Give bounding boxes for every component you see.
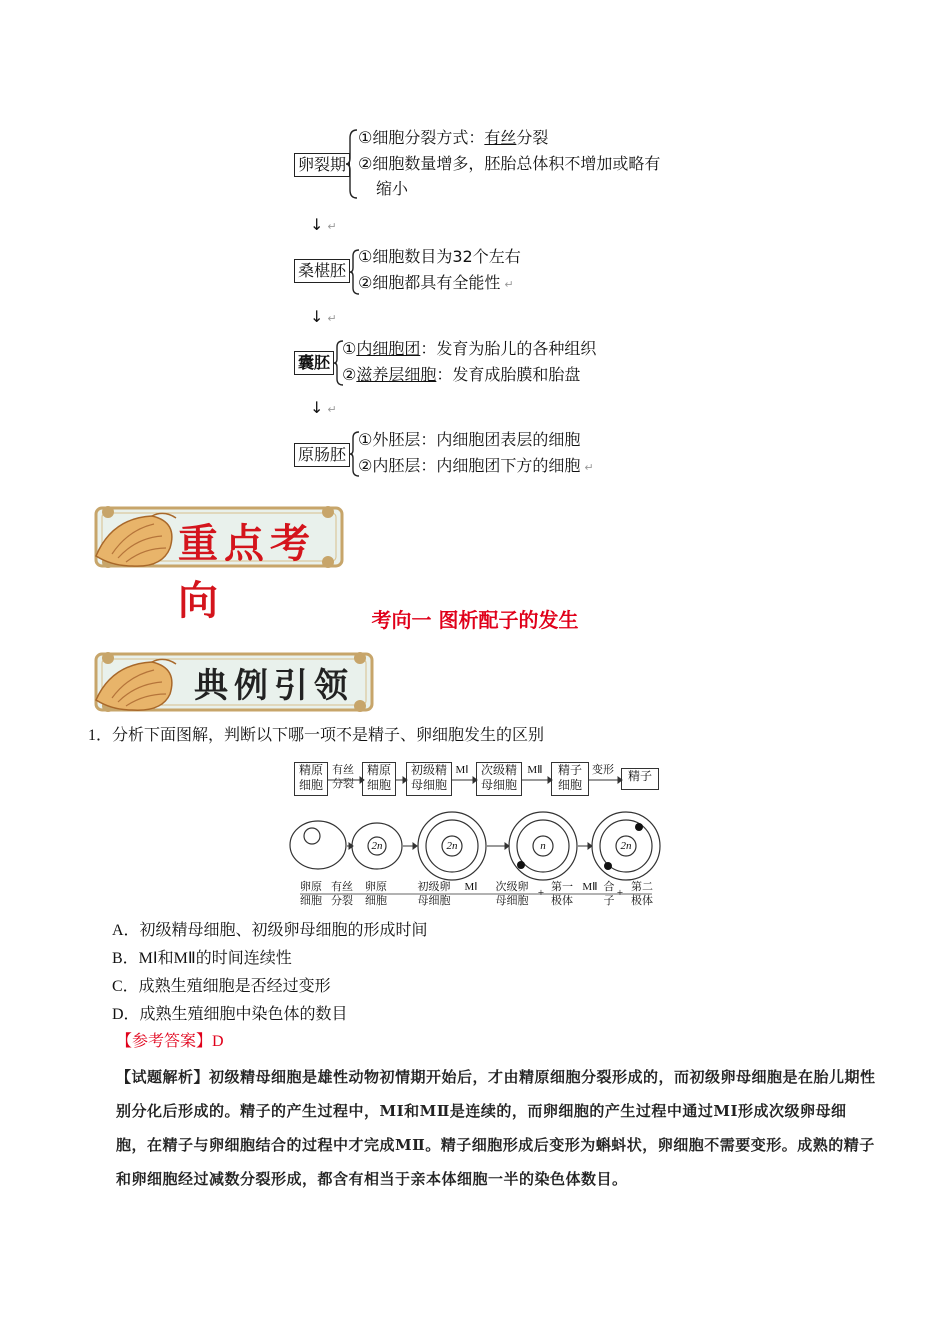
egg-label: MⅠ [464,881,478,893]
stage-cleavage-item-3: 缩小 [376,179,409,198]
egg-label: 有丝 分裂 [331,881,353,907]
flow-box-text: 精原 细胞 [298,763,323,792]
egg-label: 初级卵 母细胞 [417,881,451,907]
stage-gastrula-item-1: ①外胚层：内细胞团表层的细胞 [358,430,581,449]
flow-box-text: 初级精 母细胞 [410,763,447,792]
answer-analysis: 【试题解析】初级精母细胞是雄性动物初情期开始后，才由精原细胞分裂形成的，而初级卵母细胞是在胎儿期性别分化后形成的。精子的产生过程中，MⅠ和MⅡ是连续的，而卵细胞的产生过程中通过MⅠ形成次级卵母细胞，在精子与卵细胞结合的过程中才完成MⅡ。精子细胞形成后变形为蝌蚪状，卵细胞不需要变形。成熟的精子和卵细胞经过减数分裂形成，都含有相当于亲本体细胞一半的染色体数目。 [116,1068,876,1188]
answer-label: 【参考答案】 [116,1033,213,1050]
egg-label: + [616,887,624,899]
stage-cleavage-item-2: ②细胞数量增多，胚胎总体积不增加或略有 [358,154,661,173]
flow-box-text: 精子 [627,769,652,783]
option-c[interactable]: C．成熟生殖细胞是否经过变形 [112,978,331,995]
down-arrow-icon: ↓ ↵ [310,215,337,234]
option-d[interactable]: D．成熟生殖细胞中染色体的数目 [112,1006,348,1023]
reference-answer [116,1030,224,1054]
down-arrow-icon: ↓ ↵ [310,307,337,326]
egg-label: 次级卵 母细胞 [495,881,529,907]
egg-label: 合 子 [603,881,615,907]
stage-blastocyst-item-2: ②滋养层细胞：发育成胎膜和胎盘 [342,365,581,384]
egg-label: 第二 极体 [631,881,653,907]
option-b[interactable]: B．MⅠ和MⅡ的时间连续性 [112,950,292,967]
stage-cleavage-item-1: ①细胞分裂方式：有丝分裂 [358,128,549,147]
egg-label: MⅡ [582,881,598,893]
oogonium-cell [290,821,346,869]
flow-box-text: 次级精 母细胞 [480,763,517,792]
down-arrow-icon: ↓ ↵ [310,398,337,417]
egg-label: 卵原 细胞 [300,881,322,907]
flow-box-text: 精原 细胞 [366,763,391,792]
polar-body-2a [604,862,612,870]
flow-arrow-label: MⅠ [455,764,469,776]
question-stem: 1．分析下面图解，判断以下哪一项不是精子、卵细胞发生的区别 [88,727,545,744]
egg-label: + [537,887,545,899]
polar-body-1 [517,861,525,869]
ploidy-label: 2n [446,840,458,852]
ploidy-label: 2n [620,840,632,852]
stage-box-blastocyst: 囊胚 [294,351,334,375]
flow-arrow-label: 变形 [592,764,614,776]
stage-box-cleavage: 卵裂期 [294,153,350,177]
stage-morula-item-2: ②细胞都具有全能性 ↵ [358,273,514,292]
banner-focus-title: 重点考向 [178,520,316,624]
nucleus [304,828,320,844]
stage-gastrula-item-2: ②内胚层：内细胞团下方的细胞 ↵ [358,456,594,475]
egg-label: 第一 极体 [551,881,573,907]
banner-example-title: 典例引领 [194,666,354,706]
egg-label: 卵原 细胞 [365,881,387,907]
ploidy-label: n [540,840,546,852]
option-a[interactable]: A．初级精母细胞、初级卵母细胞的形成时间 [112,922,428,939]
flow-box-text: 精子 细胞 [557,763,582,792]
answer-value: D [212,1033,224,1050]
stage-morula-item-1: ①细胞数目为32个左右 [358,247,521,266]
polar-body-2b [635,823,643,831]
flow-arrow-label: MⅡ [527,764,543,776]
stage-blastocyst-item-1: ①内细胞团：发育为胎儿的各种组织 [342,339,597,358]
stage-box-gastrula: 原肠胚 [294,443,350,467]
section-title: 考向一 图析配子的发生 [371,608,579,632]
stage-box-morula: 桑椹胚 [294,259,350,283]
flow-arrow-label: 有丝 分裂 [332,764,354,790]
ploidy-label: 2n [371,840,383,852]
